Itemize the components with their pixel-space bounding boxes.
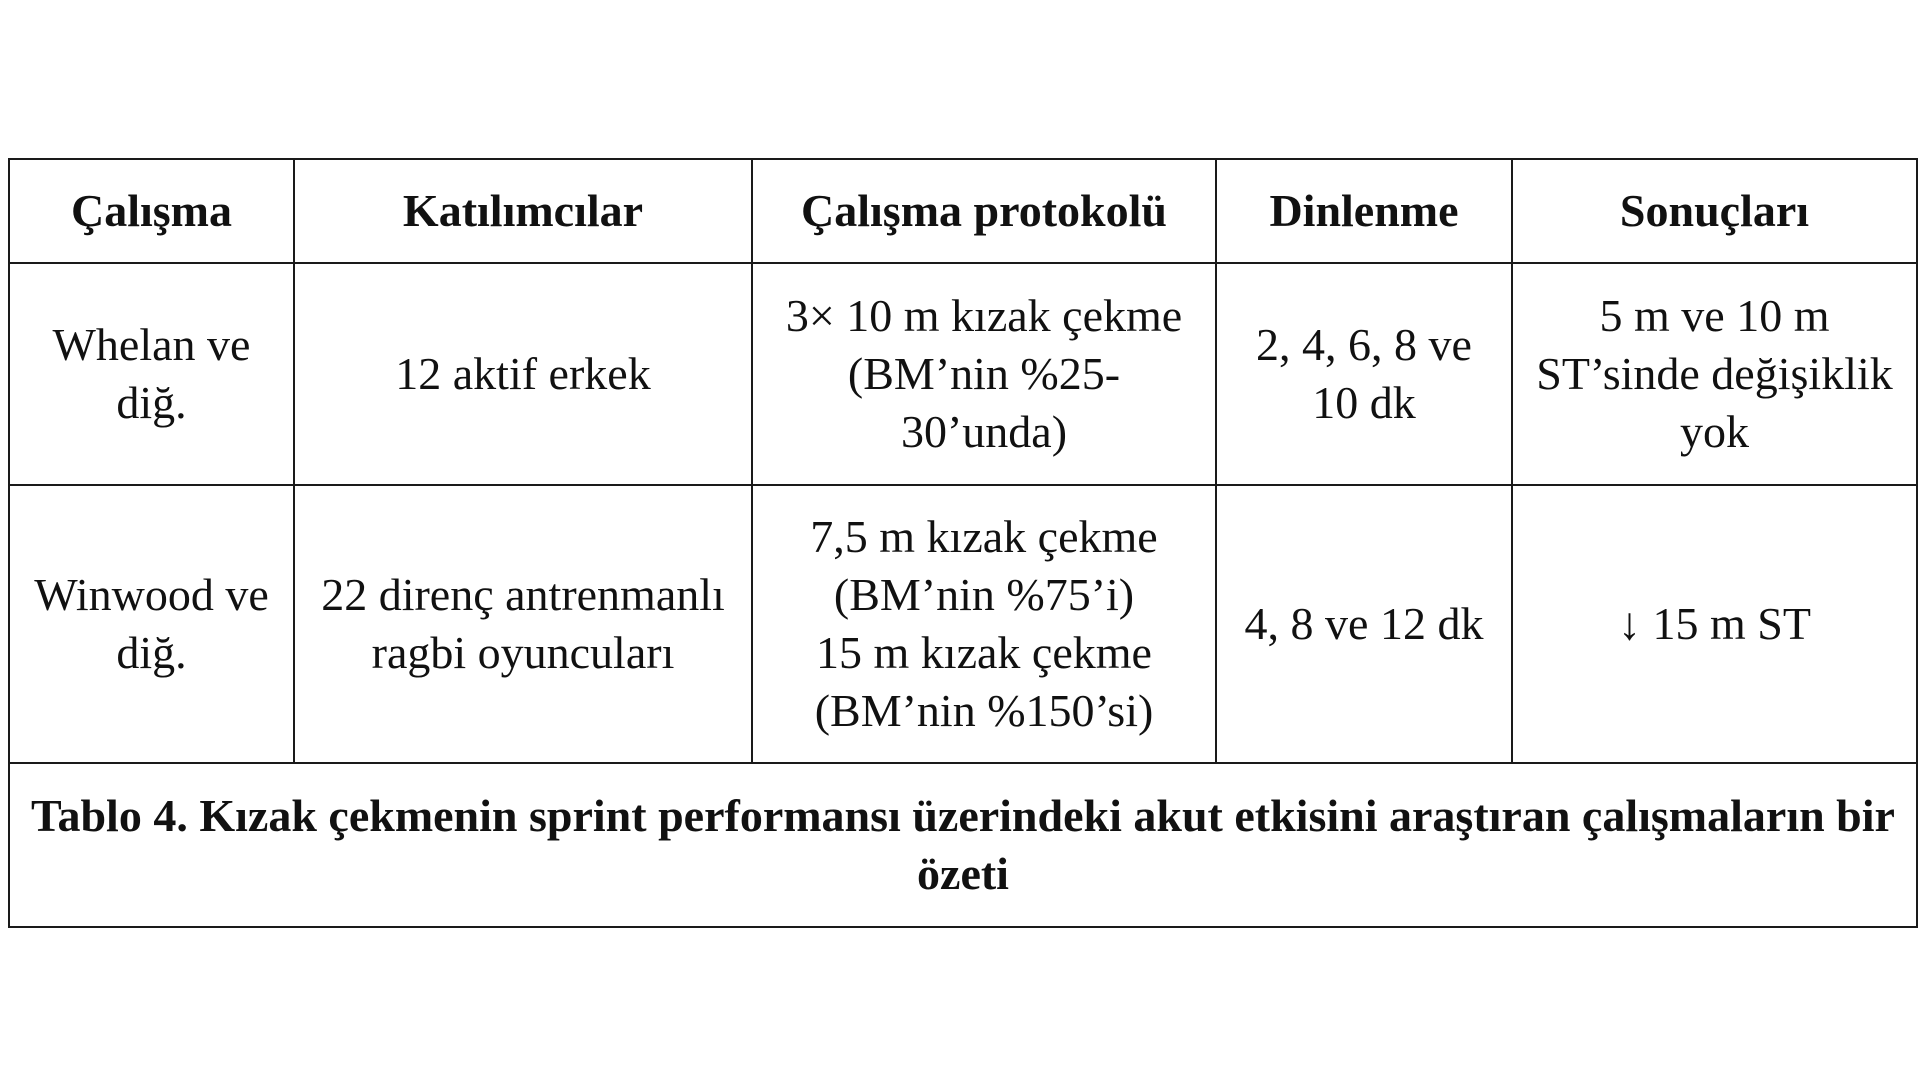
cell-protocol	[752, 485, 1216, 763]
table-caption-row	[9, 763, 1917, 927]
protocol-line: 3× 10 m kızak çekme (BM’nin %25-30’unda)	[785, 290, 1183, 457]
cell-results: ↓ 15 m ST	[1512, 485, 1917, 763]
cell-study: Winwood ve diğ.	[9, 485, 294, 763]
header-participants: Katılımcılar	[294, 159, 752, 263]
table-row	[9, 485, 1917, 763]
cell-rest: 2, 4, 6, 8 ve 10 dk	[1216, 263, 1512, 485]
header-protocol: Çalışma protokolü	[752, 159, 1216, 263]
protocol-line: 7,5 m kızak çekme (BM’nin %75’i)	[810, 511, 1158, 620]
protocol-line: 15 m kızak çekme (BM’nin %150’si)	[814, 627, 1154, 736]
summary-table	[8, 158, 1918, 928]
cell-participants: 12 aktif erkek	[294, 263, 752, 485]
table-caption: Tablo 4. Kızak çekmenin sprint performansı üzerindeki akut etkisini araştıran çalışmaların bir özeti	[9, 763, 1917, 927]
header-rest: Dinlenme	[1216, 159, 1512, 263]
header-study: Çalışma	[9, 159, 294, 263]
table-header-row	[9, 159, 1917, 263]
cell-results: 5 m ve 10 m ST’sinde değişiklik yok	[1512, 263, 1917, 485]
table-row	[9, 263, 1917, 485]
cell-rest: 4, 8 ve 12 dk	[1216, 485, 1512, 763]
cell-protocol	[752, 263, 1216, 485]
header-results: Sonuçları	[1512, 159, 1917, 263]
cell-participants: 22 direnç antrenmanlı ragbi oyuncuları	[294, 485, 752, 763]
cell-study: Whelan ve diğ.	[9, 263, 294, 485]
